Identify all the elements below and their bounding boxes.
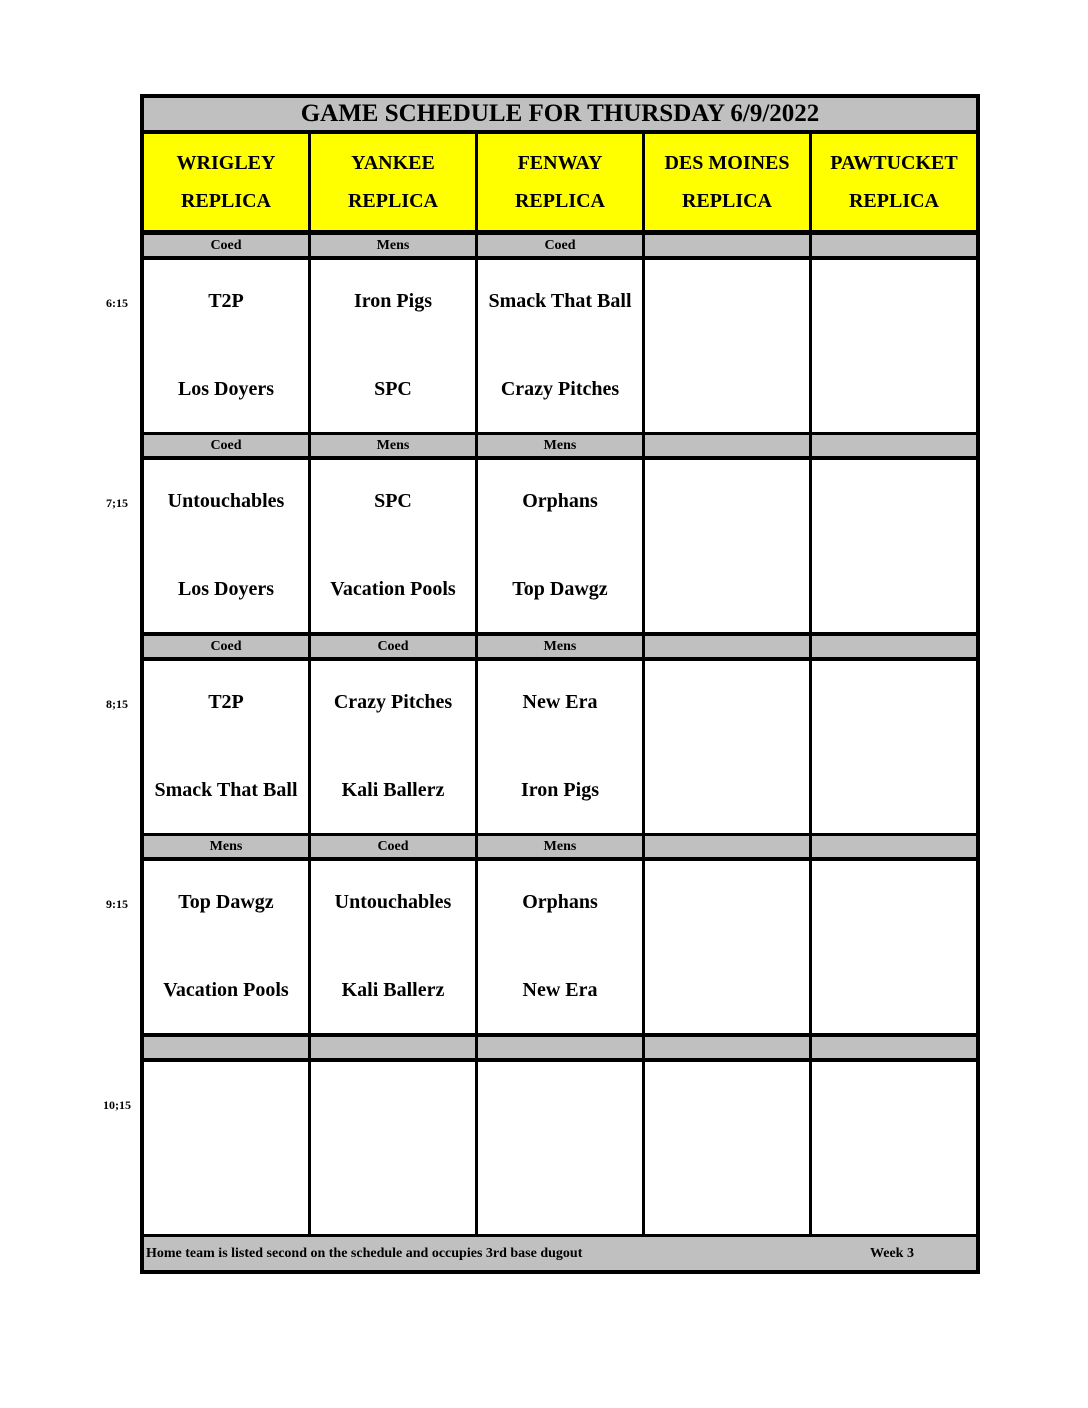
division-label: Coed <box>144 235 308 256</box>
division-label: Coed <box>311 636 475 657</box>
away-team: Orphans <box>522 490 598 512</box>
schedule-footer <box>144 1237 976 1270</box>
away-team: Iron Pigs <box>354 290 432 312</box>
division-label <box>645 1037 809 1058</box>
division-label <box>645 435 809 456</box>
field-subtitle: REPLICA <box>347 190 438 212</box>
field-name: FENWAY <box>517 152 603 174</box>
away-team: Top Dawgz <box>178 891 274 913</box>
field-name: PAWTUCKET <box>830 152 958 174</box>
game-cell <box>478 460 642 632</box>
schedule-sheet <box>140 94 980 1274</box>
game-cell <box>478 260 642 432</box>
away-team: Smack That Ball <box>488 290 632 312</box>
game-cell <box>478 661 642 833</box>
away-team: Untouchables <box>167 490 285 512</box>
field-subtitle: REPLICA <box>848 190 939 212</box>
game-cell <box>478 861 642 1033</box>
field-subtitle: REPLICA <box>681 190 772 212</box>
away-team: Orphans <box>522 891 598 913</box>
away-team: SPC <box>374 490 412 512</box>
game-cell <box>812 260 976 432</box>
field-subtitle: REPLICA <box>514 190 605 212</box>
game-cell <box>311 861 475 1033</box>
home-team: Los Doyers <box>177 578 275 600</box>
game-cell <box>645 1062 809 1234</box>
home-team: Smack That Ball <box>154 779 298 801</box>
field-header <box>812 134 976 230</box>
division-label: Mens <box>478 435 642 456</box>
division-label: Coed <box>144 636 308 657</box>
division-label <box>812 836 976 857</box>
game-cell <box>645 661 809 833</box>
division-label: Mens <box>311 235 475 256</box>
time-slot-label: 9:15 <box>106 897 128 911</box>
week-label: Week 3 <box>870 1246 914 1261</box>
game-cell <box>812 661 976 833</box>
home-team: Iron Pigs <box>521 779 599 801</box>
home-team-note: Home team is listed second on the schedule and occupies 3rd base dugout <box>146 1246 583 1261</box>
division-label: Mens <box>311 435 475 456</box>
time-slot-label: 6:15 <box>106 296 128 310</box>
division-label <box>812 1037 976 1058</box>
division-label <box>645 235 809 256</box>
game-cell <box>645 460 809 632</box>
division-label <box>645 636 809 657</box>
game-cell <box>144 661 308 833</box>
game-cell <box>144 1062 308 1234</box>
time-slot-label: 10;15 <box>103 1098 131 1112</box>
home-team: Los Doyers <box>177 378 275 400</box>
game-cell <box>311 460 475 632</box>
away-team: Crazy Pitches <box>333 691 453 713</box>
field-header <box>478 134 642 230</box>
home-team: Top Dawgz <box>512 578 608 600</box>
schedule-title: GAME SCHEDULE FOR THURSDAY 6/9/2022 <box>144 98 976 130</box>
field-name: WRIGLEY <box>176 152 276 174</box>
field-subtitle: REPLICA <box>180 190 271 212</box>
home-team: New Era <box>522 979 598 1001</box>
game-cell <box>812 460 976 632</box>
division-label <box>812 636 976 657</box>
field-header <box>645 134 809 230</box>
home-team: Vacation Pools <box>330 578 456 600</box>
game-cell <box>144 460 308 632</box>
field-name: YANKEE <box>351 152 435 174</box>
game-cell <box>144 260 308 432</box>
home-team: Kali Ballerz <box>341 979 445 1001</box>
division-label <box>812 235 976 256</box>
division-label: Mens <box>144 836 308 857</box>
away-team: T2P <box>208 290 244 312</box>
game-cell <box>478 1062 642 1234</box>
field-header <box>311 134 475 230</box>
field-header <box>144 134 308 230</box>
division-label <box>645 836 809 857</box>
away-team: Untouchables <box>334 891 452 913</box>
time-slot-label: 7;15 <box>106 496 128 510</box>
division-label <box>478 1037 642 1058</box>
game-cell <box>311 1062 475 1234</box>
game-cell <box>812 861 976 1033</box>
game-cell <box>645 260 809 432</box>
division-label <box>144 1037 308 1058</box>
division-label: Coed <box>144 435 308 456</box>
division-label: Mens <box>478 836 642 857</box>
game-cell <box>144 861 308 1033</box>
division-label <box>311 1037 475 1058</box>
field-name: DES MOINES <box>664 152 790 174</box>
game-cell <box>645 861 809 1033</box>
division-label: Coed <box>311 836 475 857</box>
division-label: Coed <box>478 235 642 256</box>
away-team: T2P <box>208 691 244 713</box>
game-cell <box>311 661 475 833</box>
home-team: Vacation Pools <box>163 979 289 1001</box>
time-slot-label: 8;15 <box>106 697 128 711</box>
game-cell <box>311 260 475 432</box>
division-label <box>812 435 976 456</box>
game-cell <box>812 1062 976 1234</box>
division-label: Mens <box>478 636 642 657</box>
home-team: SPC <box>374 378 412 400</box>
home-team: Crazy Pitches <box>500 378 620 400</box>
home-team: Kali Ballerz <box>341 779 445 801</box>
away-team: New Era <box>522 691 598 713</box>
